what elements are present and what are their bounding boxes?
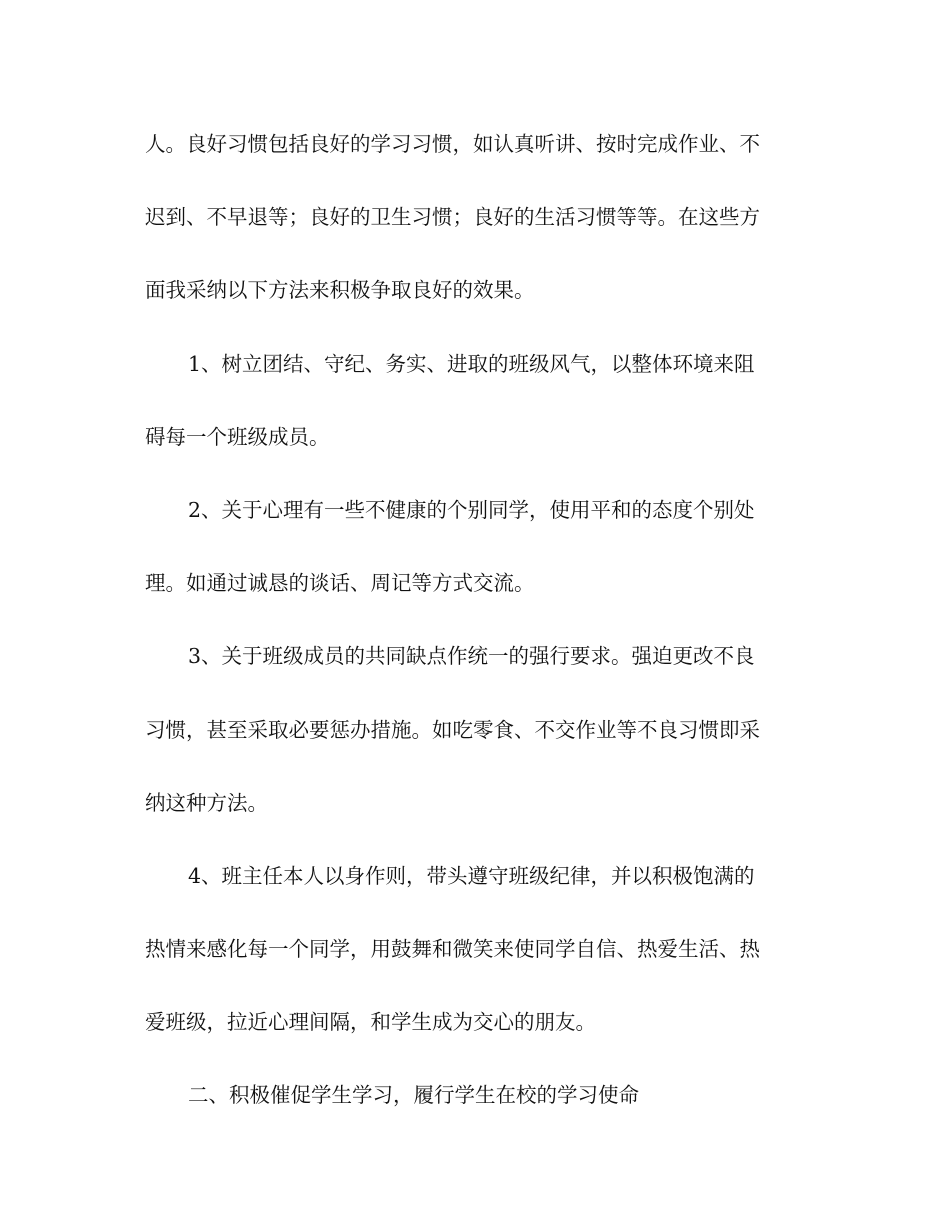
- text-line: 二、积极催促学生学习，履行学生在校的学习使命: [188, 1083, 639, 1108]
- text-line: 2、关于心理有一些不健康的个别同学，使用平和的态度个别处: [188, 497, 755, 522]
- text-line: 人。良好习惯包括良好的学习习惯，如认真听讲、按时完成作业、不: [145, 132, 760, 156]
- body-text: [145, 122, 805, 1147]
- text-line: 面我采纳以下方法来积极争取良好的效果。: [145, 278, 535, 303]
- text-line: 热情来感化每一个同学，用鼓舞和微笑来使同学自信、热爱生活、热: [145, 937, 760, 962]
- text-line: 爱班级，拉近心理间隔，和学生成为交心的朋友。: [145, 1010, 596, 1035]
- text-line: 4、班主任本人以身作则，带头遵守班级纪律，并以积极饱满的: [188, 863, 755, 888]
- text-line: 迟到、不早退等；良好的卫生习惯；良好的生活习惯等等。在这些方: [145, 205, 760, 230]
- text-line: 理。如通过诚恳的谈话、周记等方式交流。: [145, 571, 535, 596]
- text-line: 纳这种方法。: [145, 790, 268, 815]
- text-line: 碍每一个班级成员。: [145, 424, 330, 449]
- text-line: 3、关于班级成员的共同缺点作统一的强行要求。强迫更改不良: [188, 644, 755, 669]
- text-line: 习惯，甚至采取必要惩办措施。如吃零食、不交作业等不良习惯即采: [145, 717, 760, 742]
- text-line: 1、树立团结、守纪、务实、进取的班级风气，以整体环境来阻: [188, 351, 755, 376]
